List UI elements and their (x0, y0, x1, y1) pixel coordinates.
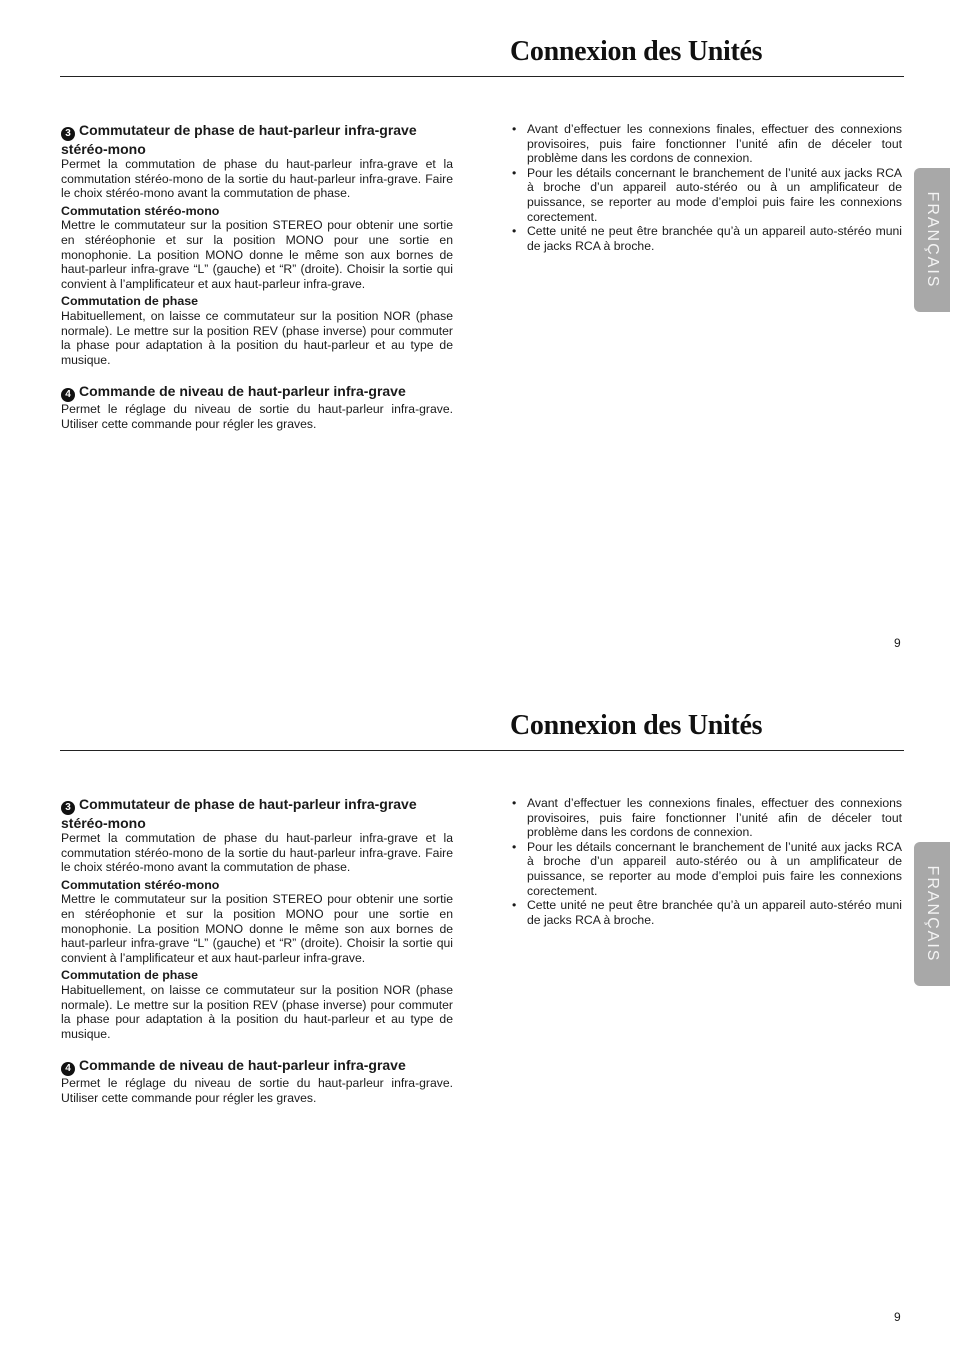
page-top (0, 0, 954, 675)
language-tab (914, 168, 950, 312)
right-column (510, 796, 902, 927)
bullet-icon: • (512, 224, 517, 239)
list-item (510, 166, 902, 224)
section-3-heading (61, 122, 453, 157)
language-tab-label: FRANÇAIS (924, 191, 941, 289)
right-column (510, 122, 902, 253)
list-item (510, 224, 902, 253)
list-item-text: Cette unité ne peut être branchée qu’à un appareil auto-stéréo muni de jacks RCA à broche. (527, 898, 902, 927)
list-item (510, 840, 902, 898)
page-number: 9 (894, 1310, 901, 1324)
phase-text: Habituellement, on laisse ce commutateur sur la position NOR (phase normale). Le mettre sur la position REV (phase inverse) pour commuter la phase pour adaptation à la position du haut-parleur et au type de musique. (61, 308, 453, 367)
bullet-icon: • (512, 165, 517, 180)
page-bottom (0, 674, 954, 1349)
number-4-badge: 4 (61, 388, 75, 402)
section-4-heading-text: Commande de niveau de haut-parleur infra-grave (79, 383, 406, 400)
section-3-heading-text: Commutateur de phase de haut-parleur infra-grave stéréo-mono (61, 796, 417, 831)
section-gap (61, 367, 453, 383)
list-item (510, 898, 902, 927)
section-4-text: Permet le réglage du niveau de sortie du haut-parleur infra-grave. Utiliser cette commande pour régler les graves. (61, 1076, 453, 1105)
list-item-text: Pour les détails concernant le branchement de l’unité aux jacks RCA à broche d’un appareil auto-stéréo ou à un amplificateur de puissance, se reporter au mode d’emploi puis faire les connexions corectement. (527, 839, 902, 898)
list-item (510, 796, 902, 840)
phase-text: Habituellement, on laisse ce commutateur sur la position NOR (phase normale). Le mettre sur la position REV (phase inverse) pour commuter la phase pour adaptation à la position du haut-parleur et au type de musique. (61, 982, 453, 1041)
title-rule (60, 750, 904, 751)
page-title: Connexion des Unités (510, 710, 763, 741)
subheading-phase: Commutation de phase (61, 968, 198, 983)
left-column (61, 796, 453, 1106)
page-title: Connexion des Unités (510, 36, 763, 67)
stereo-mono-text: Mettre le commutateur sur la position STEREO pour obtenir une sortie en stéréophonie et sur la position MONO pour une sortie en monophonie. La position MONO donne le même son aux bornes de haut-parleur infra-grave “L” (gauche) et “R” (droite). Choisir la sortie qui convient à l’amplificateur et aux haut-parleur infra-grave. (61, 218, 453, 291)
section-3-intro: Permet la commutation de phase du haut-parleur infra-grave et la commutation stéréo-mono de la sortie du haut-parleur infra-grave. Faire le choix stéréo-mono avant la commutation de phase. (61, 157, 453, 201)
number-3-badge: 3 (61, 801, 75, 815)
language-tab (914, 842, 950, 986)
list-item-text: Avant d’effectuer les connexions finales, effectuer des connexions provisoires, puis faire fonctionner l’unité afin de déceler tout problème dans les cordons de connexion. (527, 122, 902, 166)
notes-list (510, 796, 902, 927)
section-4-heading (61, 1057, 453, 1076)
section-3-heading (61, 796, 453, 831)
section-4-text: Permet le réglage du niveau de sortie du haut-parleur infra-grave. Utiliser cette commande pour régler les graves. (61, 402, 453, 431)
bullet-icon: • (512, 122, 517, 136)
title-rule (60, 76, 904, 77)
section-4-heading-text: Commande de niveau de haut-parleur infra-grave (79, 1057, 406, 1074)
section-gap (61, 1041, 453, 1057)
section-4-heading (61, 383, 453, 402)
stereo-mono-text: Mettre le commutateur sur la position STEREO pour obtenir une sortie en stéréophonie et sur la position MONO pour une sortie en monophonie. La position MONO donne le même son aux bornes de haut-parleur infra-grave “L” (gauche) et “R” (droite). Choisir la sortie qui convient à l’amplificateur et aux haut-parleur infra-grave. (61, 892, 453, 965)
list-item (510, 122, 902, 166)
subheading-phase: Commutation de phase (61, 294, 198, 309)
list-item-text: Cette unité ne peut être branchée qu’à un appareil auto-stéréo muni de jacks RCA à broche. (527, 224, 902, 253)
number-4-badge: 4 (61, 1062, 75, 1076)
number-3-badge: 3 (61, 127, 75, 141)
list-item-text: Pour les détails concernant le branchement de l’unité aux jacks RCA à broche d’un appareil auto-stéréo ou à un amplificateur de puissance, se reporter au mode d’emploi puis faire les connexions corectement. (527, 165, 902, 224)
left-column (61, 122, 453, 432)
list-item-text: Avant d’effectuer les connexions finales, effectuer des connexions provisoires, puis faire fonctionner l’unité afin de déceler tout problème dans les cordons de connexion. (527, 796, 902, 840)
bullet-icon: • (512, 796, 517, 810)
section-3-heading-text: Commutateur de phase de haut-parleur infra-grave stéréo-mono (61, 122, 417, 157)
subheading-stereo-mono: Commutation stéréo-mono (61, 877, 220, 892)
bullet-icon: • (512, 898, 517, 913)
section-3-intro: Permet la commutation de phase du haut-parleur infra-grave et la commutation stéréo-mono de la sortie du haut-parleur infra-grave. Faire le choix stéréo-mono avant la commutation de phase. (61, 831, 453, 875)
subheading-stereo-mono: Commutation stéréo-mono (61, 203, 220, 218)
notes-list (510, 122, 902, 253)
bullet-icon: • (512, 839, 517, 854)
page-number: 9 (894, 636, 901, 650)
language-tab-label: FRANÇAIS (924, 865, 941, 963)
